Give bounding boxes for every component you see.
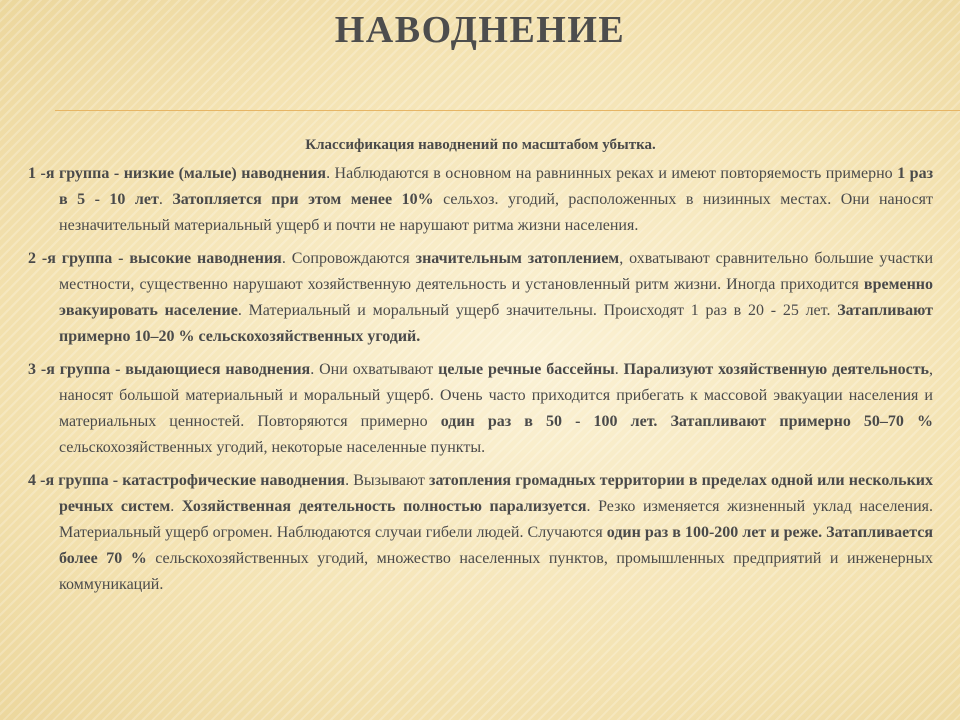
bold-text-segment: один раз в 100-200 лет и реже. Затапливается более 70 % — [59, 524, 934, 567]
text-segment: . Они охватывают — [310, 361, 439, 378]
title-divider — [55, 110, 960, 111]
bold-text-segment: Парализуют хозяйственную деятельность — [623, 361, 930, 378]
bold-text-segment: Затапливают примерно 10–20 % сельскохозяйственных угодий. — [59, 302, 934, 345]
text-segment: . Наблюдаются в основном на равнинных реках и имеют повторяемость примерно — [326, 165, 898, 182]
slide-body — [28, 132, 933, 605]
bold-text-segment: 3 -я группа - выдающиеся наводнения — [28, 361, 311, 378]
text-segment: . — [170, 498, 182, 515]
group-1-paragraph — [28, 161, 933, 239]
bold-text-segment: 1 раз в 5 - 10 лет — [59, 165, 934, 208]
text-segment: . — [158, 191, 173, 208]
text-segment: . Резко изменяется жизненный уклад населения. Материальный ущерб огромен. Наблюдаются случаи гибели людей. Случаются — [59, 498, 934, 541]
bold-text-segment: Хозяйственная деятельность полностью парализуется — [181, 498, 587, 515]
slide-title: НАВОДНЕНИЕ — [334, 9, 626, 51]
text-segment: , наносят большой материальный и моральный ущерб. Очень часто приходится прибегать к массовой эвакуации населения и материальных ценностей. Повторяются примерно — [59, 361, 934, 430]
bold-text-segment: затопления громадных территории в пределах одной или нескольких речных систем — [59, 472, 934, 515]
text-segment: , охватывают сравнительно большие участки местности, существенно нарушают хозяйственную деятельность и установленный ритм жизни. Иногда приходится — [59, 250, 934, 293]
text-segment: сельскохозяйственных угодий, множество населенных пунктов, промышленных предприятий и инженерных коммуникаций. — [59, 550, 933, 593]
group-4-paragraph — [28, 468, 933, 598]
bold-text-segment: 4 -я группа - катастрофические наводнения — [28, 472, 346, 489]
bold-text-segment: временно эвакуировать население — [59, 276, 933, 319]
text-segment: . Вызывают — [345, 472, 430, 489]
group-2-paragraph — [28, 246, 933, 350]
group-3-paragraph — [28, 357, 933, 461]
text-segment: сельхоз. угодий, расположенных в низинных местах. Они наносят незначительный материальный ущерб и почти не нарушают ритма жизни населения. — [59, 191, 934, 234]
bold-text-segment: 1 -я группа - низкие (малые) наводнения — [28, 165, 327, 182]
text-segment: сельскохозяйственных угодий, некоторые населенные пункты. — [59, 439, 486, 456]
classification-subtitle: Классификация наводнений по масштабом убытка. — [305, 137, 656, 153]
bold-text-segment: один раз в 50 - 100 лет. Затапливают примерно 50–70 % — [440, 413, 934, 430]
text-segment: . Сопровождаются — [281, 250, 416, 267]
bold-text-segment: значительным затоплением — [415, 250, 620, 267]
text-segment: . — [614, 361, 624, 378]
text-segment: . Материальный и моральный ущерб значительны. Происходят 1 раз в 20 - 25 лет. — [237, 302, 838, 319]
bold-text-segment: 2 -я группа - высокие наводнения — [28, 250, 282, 267]
bold-text-segment: Затопляется при этом менее 10% — [172, 191, 434, 208]
bold-text-segment: целые речные бассейны — [438, 361, 615, 378]
